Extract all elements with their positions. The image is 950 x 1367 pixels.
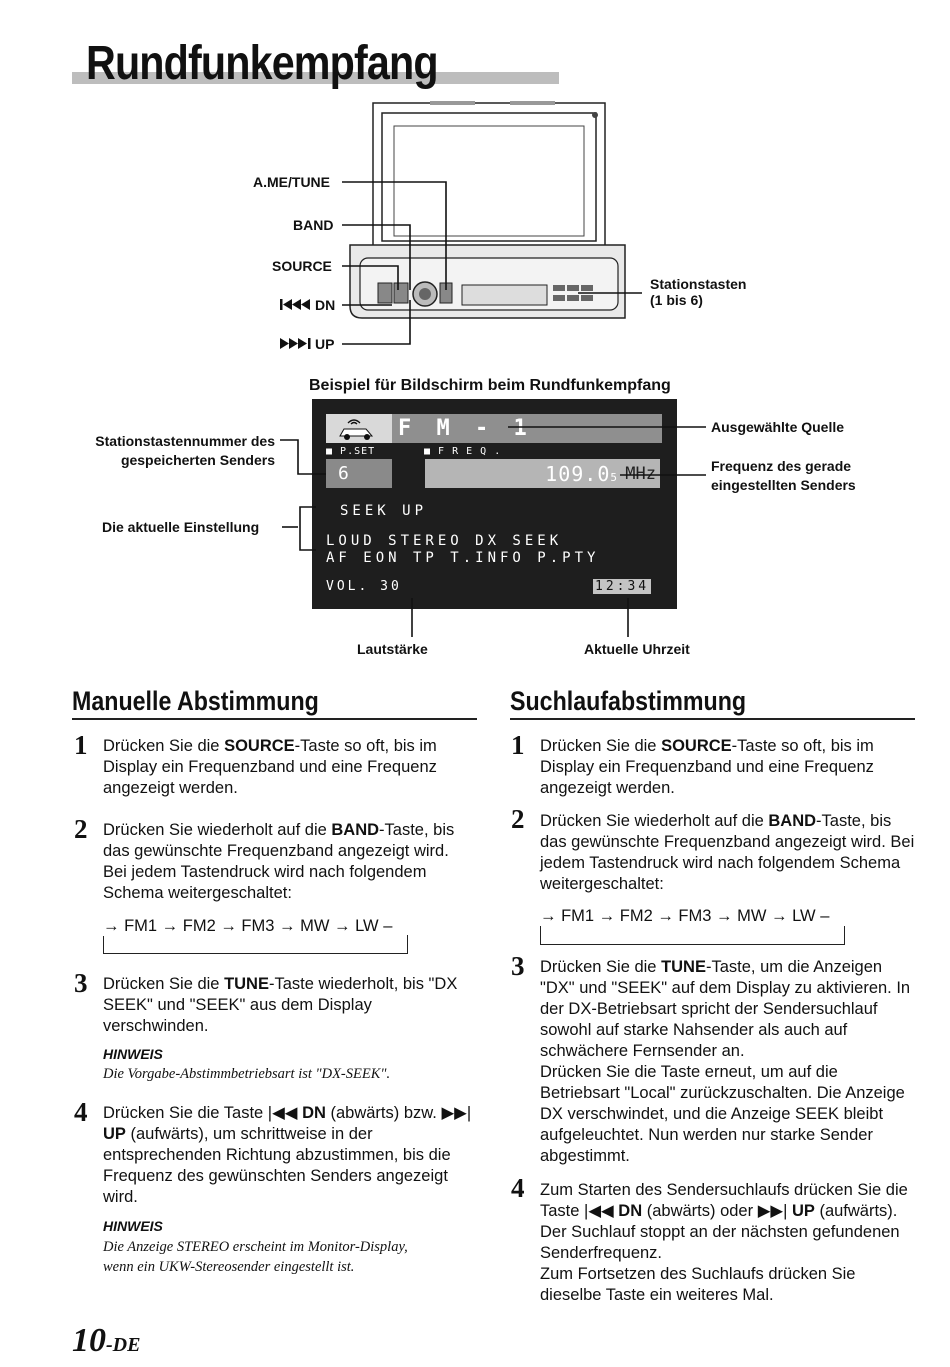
head-unit-illustration <box>0 95 950 365</box>
pset-label: ■ P.SET <box>326 446 376 457</box>
status-line-1: LOUD STEREO DX SEEK <box>326 533 563 549</box>
step-text: Drücken Sie wiederholt auf die BAND-Taste, bis das gewünschte Frequenzband angezeigt wird. Bei jedem Tastendruck wird nach folgendem Schema weitergeschaltet: <box>103 821 455 902</box>
label-source: SOURCE <box>272 258 332 274</box>
seek-indicator: SEEK UP <box>340 503 428 519</box>
step-number: 2 <box>511 804 525 834</box>
section-heading-seek: Suchlaufabstimmung <box>510 686 747 716</box>
note-title: HINWEIS <box>103 1218 163 1234</box>
step-text: Zum Starten des Sendersuchlaufs drücken Sie die Taste |◀◀ DN (abwärts) oder ▶▶| UP (aufwärts). Der Suchlauf stoppt an der nächsten gefundenen Senderfrequenz. Zum Fortsetzen des Suchlaufs drücken Sie dieselbe Taste ein weiteres Mal. <box>540 1181 908 1304</box>
label-station-keys: Stationstasten (1 bis 6) <box>650 276 747 308</box>
callout-volume: Lautstärke <box>357 641 428 657</box>
prev-track-icon <box>280 299 310 310</box>
cycle-bracket <box>103 935 408 954</box>
callout-selected-source: Ausgewählte Quelle <box>711 419 845 435</box>
note-text: Die Vorgabe-Abstimmbetriebsart ist "DX-SEEK". <box>103 1066 391 1082</box>
preset-number: 6 <box>338 463 353 484</box>
label-ame-tune: A.ME/TUNE <box>253 174 330 190</box>
prev-track-icon: |◀◀ <box>267 1104 298 1122</box>
display-caption: Beispiel für Bildschirm beim Rundfunkempfang <box>309 377 671 394</box>
frequency-value: 109.05 <box>545 462 618 486</box>
next-track-icon <box>280 338 311 349</box>
freq-label: ■ F R E Q . <box>424 446 502 457</box>
callout-clock: Aktuelle Uhrzeit <box>584 641 690 657</box>
note-text: Die Anzeige STEREO erscheint im Monitor-Display, wenn ein UKW-Stereosender eingestellt ist. <box>103 1239 408 1275</box>
step-number: 1 <box>74 730 88 760</box>
step-number: 3 <box>74 968 88 998</box>
step-text: Drücken Sie wiederholt auf die BAND-Taste, bis das gewünschte Frequenzband angezeigt wird. Bei jedem Tastendruck wird nach folgendem Schema weitergeschaltet: <box>540 812 915 893</box>
page-number: 10-DE <box>72 1322 141 1359</box>
step-text: Drücken Sie die TUNE-Taste, um die Anzeigen "DX" und "SEEK" auf dem Display zu aktivieren. In der DX-Betriebsart spricht der Sendersuchlauf sowohl auf starke Nahsender als auch auf schwächere Fernsender an. Drücken Sie die Taste erneut, um auf die Betriebsart "Local" zurückzuschalten. Die Anzeige DX verschwindet, und die Anzeige SEEK bleibt aufgeleuchtet. Nun werden nur starke Sender abgestimmt. <box>540 958 911 1165</box>
label-up: UP <box>315 336 335 352</box>
volume-readout: VOL. 30 <box>326 579 402 594</box>
step-number: 4 <box>511 1173 525 1203</box>
next-track-icon: ▶▶| <box>441 1104 472 1122</box>
page-title: Rundfunkempfang <box>86 37 438 90</box>
step-number: 2 <box>74 814 88 844</box>
band-cycle: → FM1 → FM2 → FM3 → MW → LW – <box>540 907 830 925</box>
prev-track-icon: |◀◀ <box>584 1202 614 1220</box>
frequency-unit: MHz <box>625 464 656 484</box>
note-title: HINWEIS <box>103 1046 163 1062</box>
band-name: F M - 1 <box>398 416 533 441</box>
label-dn: DN <box>315 297 336 313</box>
callout-preset-number: Stationstastennummer des gespeicherten Senders <box>95 433 275 468</box>
callout-frequency: Frequenz des gerade eingestellten Senders <box>711 458 856 493</box>
step-number: 3 <box>511 951 525 981</box>
step-text: Drücken Sie die Taste |◀◀ DN (abwärts) bzw. ▶▶| UP (aufwärts), um schrittweise in der entsprechenden Richtung abzustimmen, bis die Frequenz des gewünschten Senders angezeigt wird. <box>103 1104 472 1206</box>
clock-readout: 12:34 <box>595 579 650 594</box>
section-rule <box>510 718 915 720</box>
section-rule <box>72 718 477 720</box>
step-text: Drücken Sie die SOURCE-Taste so oft, bis im Display ein Frequenzband und eine Frequenz angezeigt werden. <box>540 737 874 797</box>
step-text: Drücken Sie die SOURCE-Taste so oft, bis im Display ein Frequenzband und eine Frequenz angezeigt werden. <box>103 737 437 797</box>
status-line-2: AF EON TP T.INFO P.PTY <box>326 550 600 566</box>
next-track-icon: ▶▶| <box>757 1202 788 1220</box>
callout-current-setting: Die aktuelle Einstellung <box>102 519 260 535</box>
section-heading-manual: Manuelle Abstimmung <box>72 686 319 716</box>
band-cycle: → FM1 → FM2 → FM3 → MW → LW – <box>103 917 393 935</box>
label-band: BAND <box>293 217 334 233</box>
step-number: 1 <box>511 730 525 760</box>
step-text: Drücken Sie die TUNE-Taste wiederholt, bis "DX SEEK" und "SEEK" aus dem Display verschwinden. <box>103 975 458 1035</box>
cycle-bracket <box>540 926 845 945</box>
step-number: 4 <box>74 1097 88 1127</box>
